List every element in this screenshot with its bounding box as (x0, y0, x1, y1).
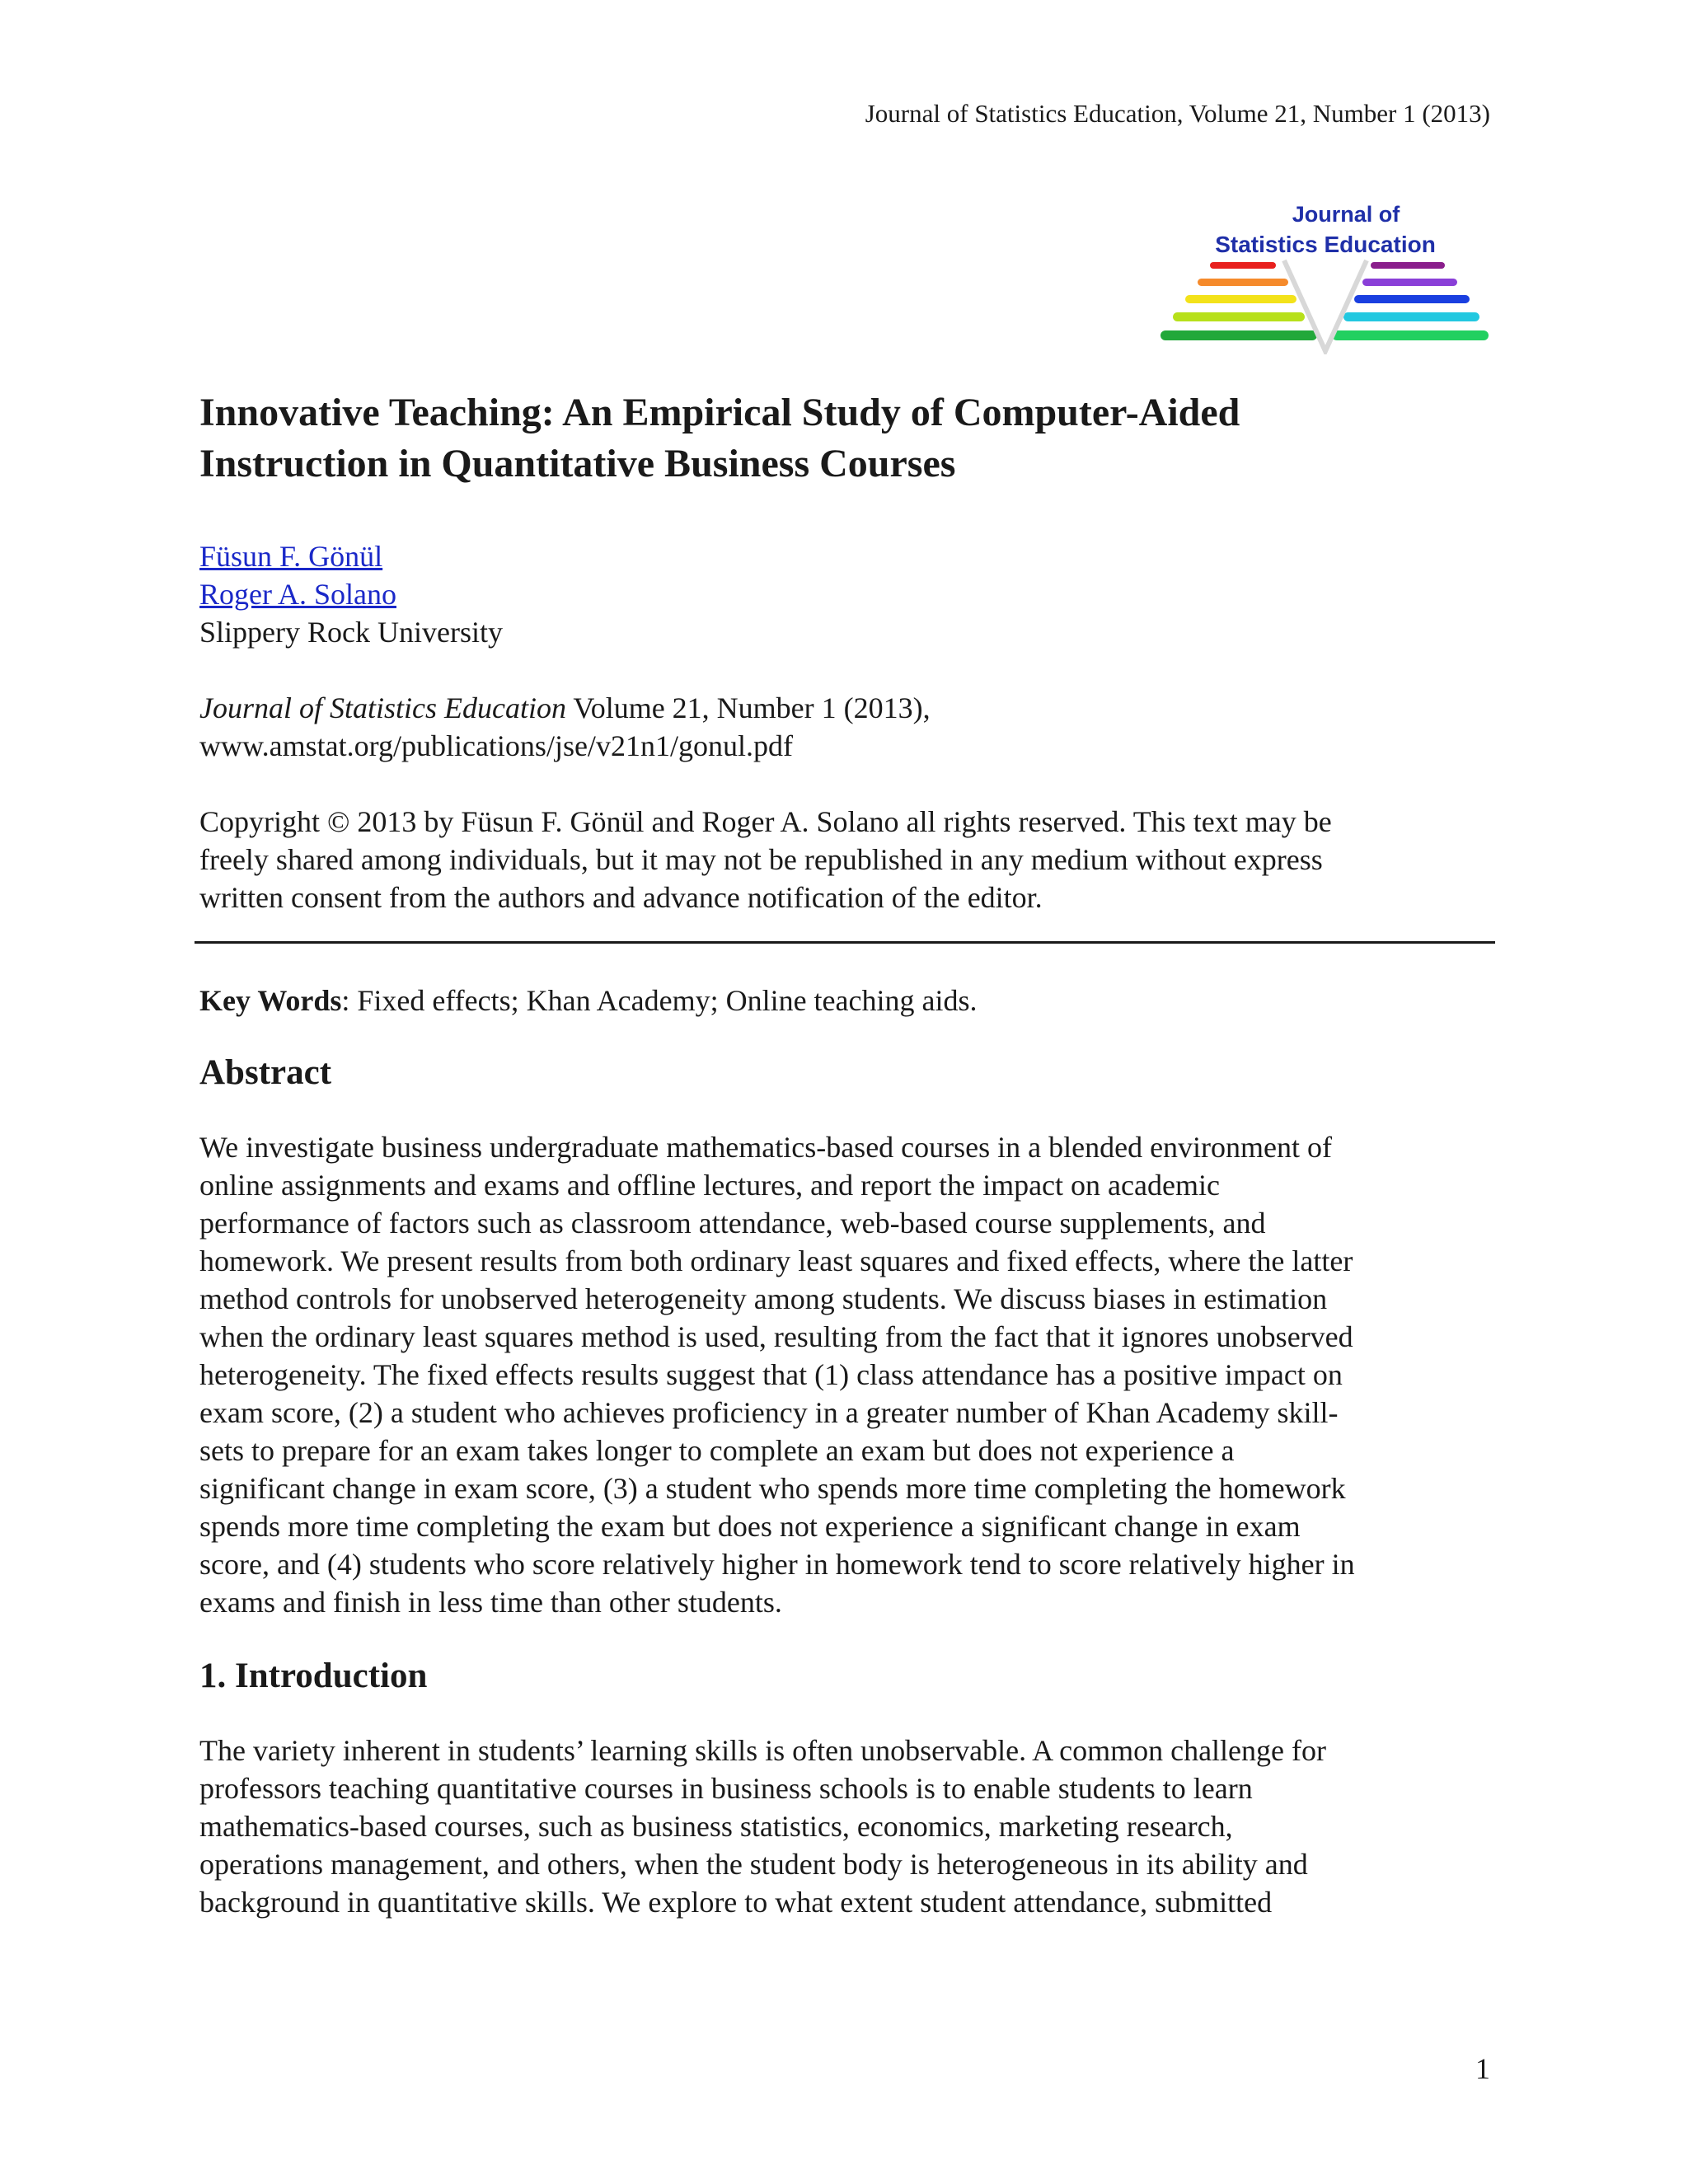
citation-volume: Volume 21, Number 1 (2013), (565, 691, 931, 724)
stripe-left-2 (1198, 279, 1288, 286)
author-link-gonul[interactable]: Füsun F. Gönül (199, 540, 383, 573)
introduction-line: mathematics-based courses, such as business statistics, economics, marketing research, (199, 1810, 1233, 1843)
citation-journal: Journal of Statistics Education (199, 691, 566, 724)
article-title (199, 387, 1495, 490)
keywords-text: : Fixed effects; Khan Academy; Online teaching aids. (341, 984, 978, 1017)
author-block (199, 537, 1495, 651)
abstract-body (199, 1128, 1495, 1621)
stripe-left-1 (1210, 262, 1276, 269)
abstract-line: exams and finish in less time than other students. (199, 1586, 782, 1619)
abstract-line: method controls for unobserved heterogeneity among students. We discuss biases in estimation (199, 1282, 1328, 1315)
abstract-line: when the ordinary least squares method is used, resulting from the fact that it ignores unobserved (199, 1320, 1353, 1353)
introduction-line: The variety inherent in students’ learning skills is often unobservable. A common challenge for (199, 1734, 1326, 1767)
affiliation: Slippery Rock University (199, 616, 503, 649)
introduction-heading: 1. Introduction (199, 1657, 428, 1695)
copyright-line: written consent from the authors and advance notification of the editor. (199, 881, 1043, 914)
stripe-right-2 (1362, 279, 1457, 286)
copyright-notice (199, 803, 1495, 916)
stripe-right-3 (1354, 295, 1470, 303)
page-number: 1 (1475, 2052, 1490, 2085)
abstract-heading: Abstract (199, 1053, 332, 1092)
abstract-line: exam score, (2) a student who achieves proficiency in a greater number of Khan Academy skill- (199, 1396, 1339, 1429)
introduction-line: operations management, and others, when the student body is heterogeneous in its ability and (199, 1848, 1308, 1881)
copyright-line: Copyright © 2013 by Füsun F. Gönül and Roger A. Solano all rights reserved. This text may be (199, 805, 1332, 838)
introduction-body (199, 1732, 1495, 1921)
abstract-line: sets to prepare for an exam takes longer to complete an exam but does not experience a (199, 1434, 1235, 1467)
running-head: Journal of Statistics Education, Volume 21, Number 1 (2013) (865, 99, 1490, 128)
copyright-line: freely shared among individuals, but it may not be republished in any medium without express (199, 843, 1323, 876)
abstract-line: spends more time completing the exam but does not experience a significant change in exam (199, 1510, 1301, 1543)
stripe-right-5 (1332, 330, 1489, 340)
citation (199, 689, 1495, 765)
stripe-left-5 (1160, 330, 1317, 340)
introduction-line: professors teaching quantitative courses in business schools is to enable students to learn (199, 1772, 1253, 1805)
logo-line1: Journal of (1292, 202, 1400, 227)
citation-line (199, 689, 1495, 727)
title-line: Innovative Teaching: An Empirical Study of Computer-Aided (199, 391, 1240, 434)
stripe-right-1 (1371, 262, 1445, 269)
keywords-label: Key Words (199, 984, 342, 1017)
abstract-line: online assignments and exams and offline lectures, and report the impact on academic (199, 1169, 1220, 1202)
author-link-solano[interactable]: Roger A. Solano (199, 578, 396, 611)
introduction-line: background in quantitative skills. We explore to what extent student attendance, submitted (199, 1886, 1273, 1919)
article-body (199, 387, 1495, 1921)
citation-url: www.amstat.org/publications/jse/v21n1/gonul.pdf (199, 729, 793, 762)
logo-line2: Statistics Education (1215, 232, 1436, 257)
stripe-right-4 (1343, 312, 1479, 321)
abstract-line: heterogeneity. The fixed effects results suggest that (1) class attendance has a positive impact on (199, 1358, 1343, 1391)
keywords (199, 982, 1495, 1019)
abstract-line: significant change in exam score, (3) a student who spends more time completing the homework (199, 1472, 1346, 1505)
abstract-line: score, and (4) students who score relatively higher in homework tend to score relatively higher in (199, 1548, 1355, 1581)
stripe-left-3 (1185, 295, 1296, 303)
logo-stripes-left (1160, 262, 1317, 340)
horizontal-rule (195, 941, 1495, 944)
journal-logo (1160, 196, 1490, 354)
stripe-left-4 (1173, 312, 1305, 321)
title-line: Instruction in Quantitative Business Courses (199, 442, 956, 485)
logo-stripes-right (1332, 262, 1489, 340)
abstract-line: We investigate business undergraduate mathematics-based courses in a blended environment of (199, 1131, 1333, 1164)
abstract-line: homework. We present results from both ordinary least squares and fixed effects, where the latter (199, 1244, 1353, 1277)
abstract-line: performance of factors such as classroom attendance, web-based course supplements, and (199, 1207, 1266, 1240)
